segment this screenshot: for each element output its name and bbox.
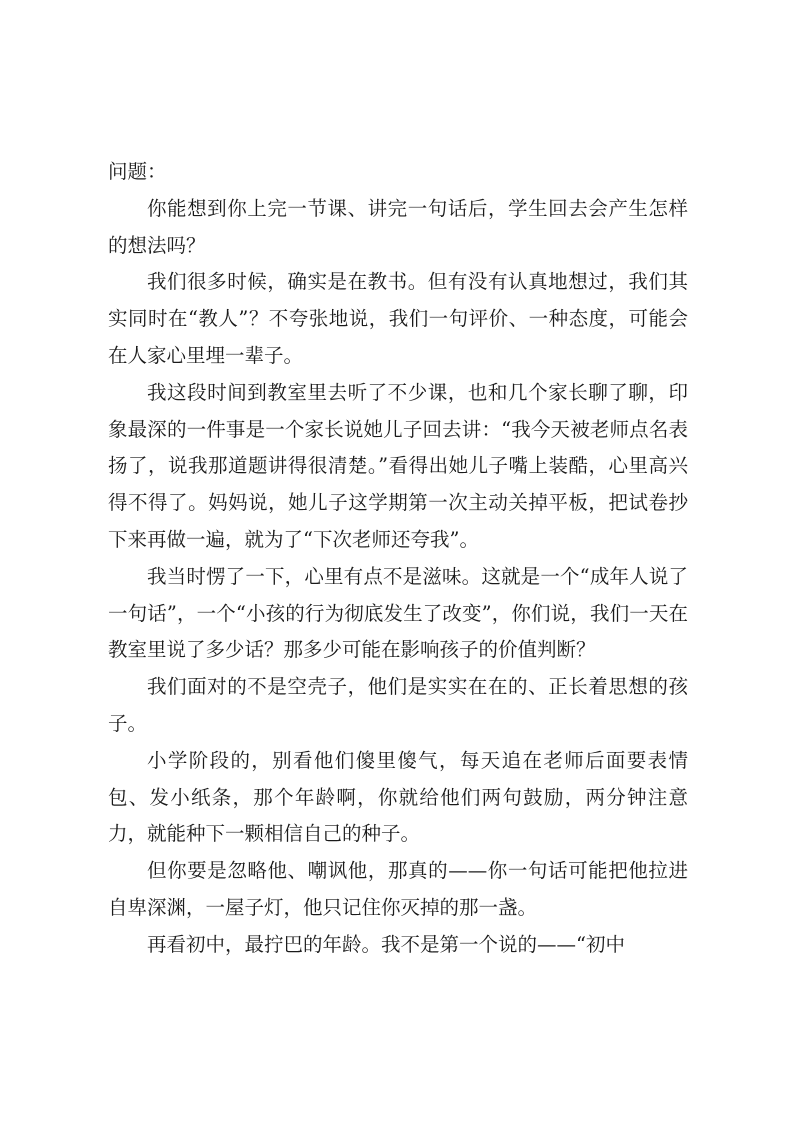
paragraph: 我当时愣了一下，心里有点不是滋味。这就是一个“成年人说了一句话”，一个“小孩的行为彻底发生了改变”，你们说，我们一天在教室里说了多少话？那多少可能在影响孩子的价值判断？ [108,564,688,662]
paragraph: 我们很多时候，确实是在教书。但有没有认真地想过，我们其实同时在“教人”？不夸张地说，我们一句评价、一种态度，可能会在人家心里埋一辈子。 [108,270,688,367]
paragraph-heading: 问题： [108,160,167,183]
paragraph: 但你要是忽略他、嘲讽他，那真的——你一句话可能把他拉进自卑深渊，一屋子灯，他只记住你灭掉的那一盏。 [108,859,688,919]
paragraph: 你能想到你上完一节课、讲完一句话后，学生回去会产生怎样的想法吗？ [108,196,688,257]
paragraph: 我这段时间到教室里去听了不少课，也和几个家长聊了聊，印象最深的一件事是一个家长说她儿子回去讲：“我今天被老师点名表扬了，说我那道题讲得很清楚。”看得出她儿子嘴上装酷，心里高兴得不得了。妈妈说，她儿子这学期第一次主动关掉平板，把试卷抄下来再做一遍，就为了“下次老师还夸我”。 [108,380,688,551]
paragraph: 小学阶段的，别看他们傻里傻气，每天追在老师后面要表情包、发小纸条，那个年龄啊，你就给他们两句鼓励，两分钟注意力，就能种下一颗相信自己的种子。 [108,748,688,846]
document-body [108,154,688,964]
paragraph: 我们面对的不是空壳子，他们是实实在在的、正长着思想的孩子。 [108,675,688,735]
paragraph: 再看初中，最拧巴的年龄。我不是第一个说的——“初中 [147,932,625,956]
